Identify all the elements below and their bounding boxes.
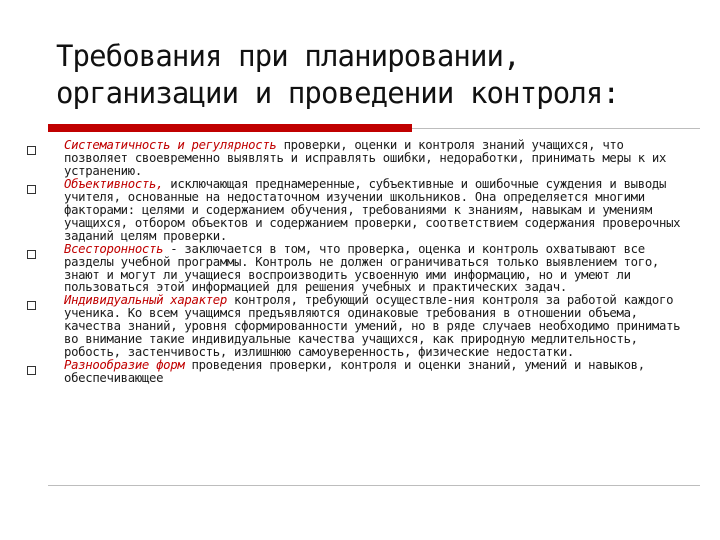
item-text — [64, 243, 690, 295]
item-text — [64, 294, 690, 359]
list-item — [0, 178, 690, 243]
square-bullet-icon — [27, 250, 36, 259]
square-bullet-icon — [27, 185, 36, 194]
slide-title: Требования при планировании, организации и проведении контроля: — [56, 39, 620, 110]
item-description: - заключается в том, что проверка, оценка и контроль охватывают все разделы учебной программы. Контроль не должен ограничиваться только выявлением того, знают и могут ли учащиеся воспроизводить усвоенную ими информацию, но и умеют ли пользоваться этой информацией для решения учебных и практических задач. — [64, 241, 660, 295]
item-description: проверки, оценки и контроля знаний учащихся, что позволяет своевременно выявлять и исправлять ошибки, недоработки, принимать меры к их устранению. — [64, 138, 667, 178]
square-bullet-icon — [27, 366, 36, 375]
list-item — [0, 243, 690, 295]
item-term: Систематичность и регулярность — [64, 138, 277, 152]
item-text — [64, 178, 690, 243]
list-item — [0, 359, 690, 385]
item-description: контроля, требующий осуществле-ния контроля за работой каждого ученика. Ко всем учащимся предъявляются одинаковые требования в отношении объема, качества знаний, уровня сформированности умений, но в ряде случаев необходимо принимать во внимание такие индивидуальные качества учащихся, как природную медлительность, робость, застенчивость, излишнюю самоуверенность, физические недостатки. — [64, 293, 681, 360]
square-bullet-icon — [27, 301, 36, 310]
item-description: проведения проверки, контроля и оценки знаний, умений и навыков, обеспечивающее — [64, 358, 645, 386]
square-bullet-icon — [27, 146, 36, 155]
title-accent-bar — [48, 124, 412, 132]
footer-divider — [48, 485, 700, 486]
list-item — [0, 294, 690, 359]
item-text — [64, 359, 690, 385]
item-term: Объективность, — [64, 176, 164, 191]
list-item — [0, 139, 690, 178]
item-text — [64, 139, 690, 178]
requirements-list — [0, 139, 720, 385]
item-term: Разнообразие форм — [64, 358, 185, 373]
item-description: исключающая преднамеренные, субъективные и ошибочные суждения и выводы учителя, основанные на недостаточном изучении школьников. Она определяется многими факторами: целями и содержанием обучения, требованиями к знаниям, навыкам и умениям учащихся, отбором объектов и содержанием проверки, соответствием содержания проверочных заданий целям проверки. — [64, 176, 681, 243]
item-term: Всесторонность — [64, 241, 164, 256]
item-term: Индивидуальный характер — [64, 293, 227, 308]
